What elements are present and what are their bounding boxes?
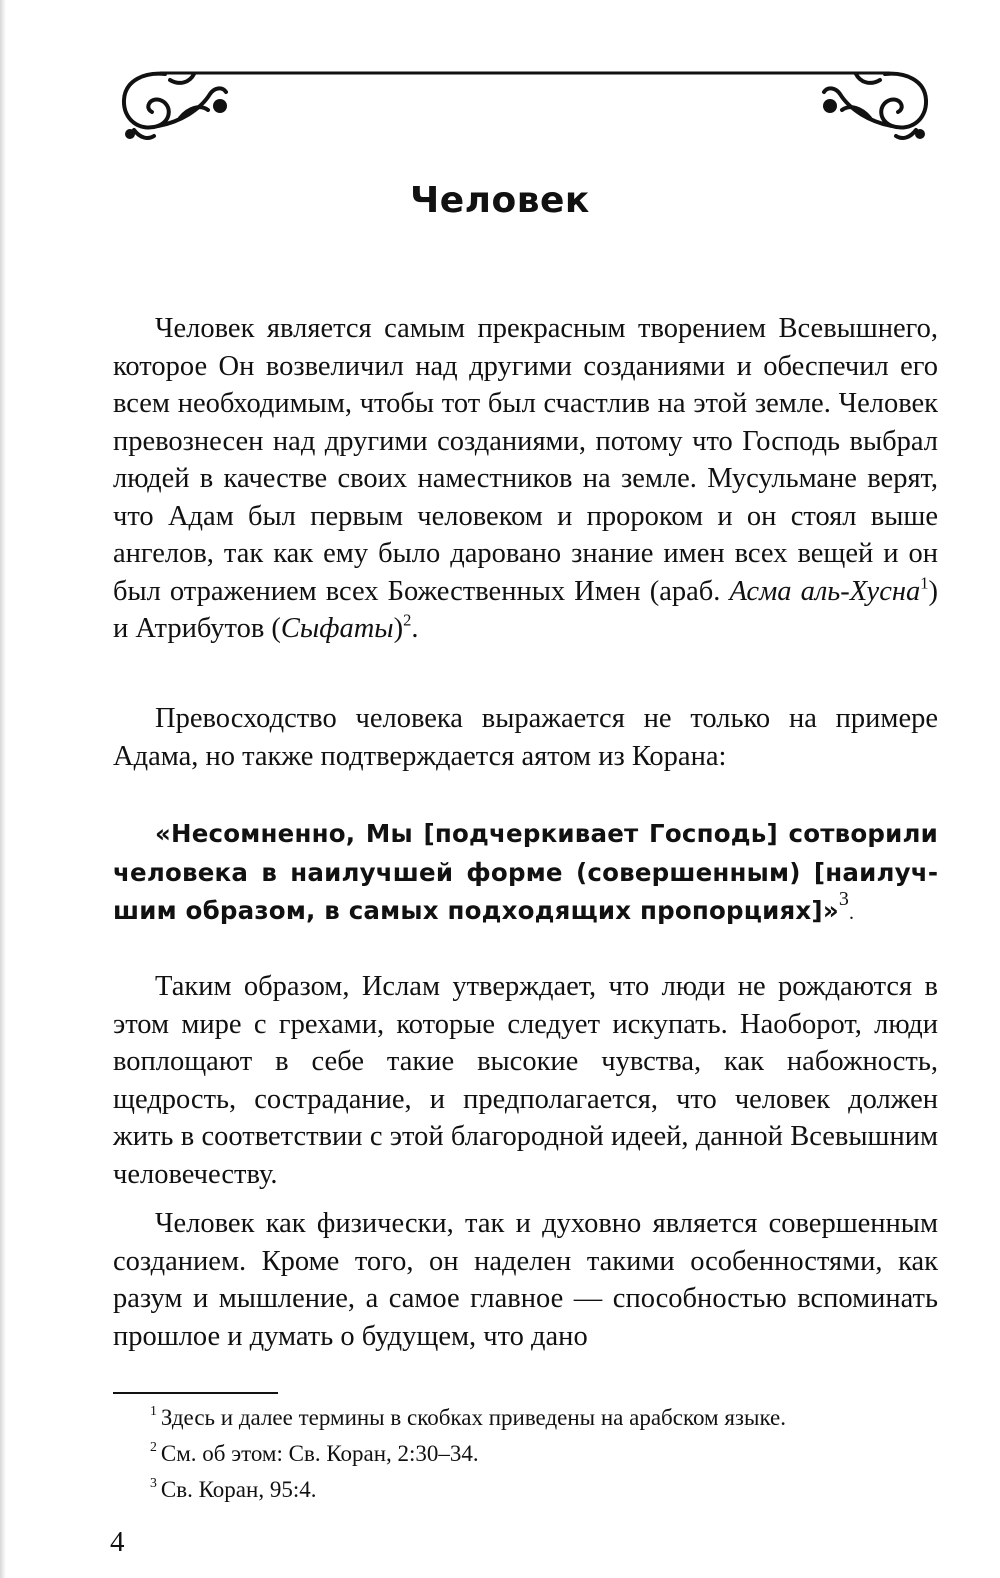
page-number: 4: [110, 1526, 125, 1558]
term-syfaty: Сыфаты: [280, 613, 394, 644]
floral-scroll-header-ornament-icon: [110, 60, 940, 150]
footnote-number: 1: [150, 1403, 157, 1419]
paragraph-2: [113, 700, 938, 775]
footnote-divider: [113, 1392, 278, 1394]
footnote-text: Св. Коран, 95:4.: [160, 1477, 317, 1502]
paragraph-1-text-c: ): [393, 613, 404, 644]
term-asma-al-husna: Асма аль-Хусна: [729, 575, 921, 607]
paragraph-1: [113, 310, 938, 648]
footnote-3: [150, 1472, 940, 1508]
paragraph-1-text-b: ) и Атрибутов (: [113, 575, 939, 644]
paragraph-1-text-a: Человек является самым прекрасным творением Всевышнего, которое Он возвеличил над другими созданиями и обеспечил его всем необходимым, чтобы тот был счастлив на этой земле. Человек превознесен над другими созданиями, потому что Господь выбрал людей в качестве своих наместников на земле. Мусульмане верят, что Адам был первым человеком и пророком и он стоял выше ангелов, так как ему было даровано знание имен всех вещей и он был отражением всех Божественных Имен (араб.: [113, 313, 938, 607]
quran-quote: [113, 815, 938, 933]
footnote-ref-1: 1: [920, 572, 929, 592]
footnote-1: [150, 1400, 940, 1436]
footnote-text: Здесь и далее термины в скобках приведены на арабском языке.: [160, 1405, 787, 1430]
quote-text: «Несомненно, Мы [подчеркивает Господь] сотворили человека в наилучшей форме (совершенным) [наилучшим образом, в самых подходящих пропорциях]»: [113, 819, 938, 925]
footnote-ref-2: 2: [403, 610, 412, 630]
page-edge-shadow: [0, 0, 6, 1578]
footnote-text: См. об этом: Св. Коран, 2:30–34.: [160, 1441, 479, 1466]
paragraph-2-text: Превосходство человека выражается не только на примере Адама, но также подтверждается аятом из Корана:: [113, 703, 938, 772]
footnote-number: 2: [150, 1439, 157, 1455]
paragraph-4: [113, 1205, 938, 1355]
chapter-title: Человек: [410, 180, 590, 221]
quote-end: .: [849, 902, 855, 924]
paragraph-1-text-d: .: [411, 613, 419, 644]
paragraph-3: [113, 968, 938, 1193]
footnotes: [150, 1400, 940, 1508]
footnote-ref-3: 3: [838, 888, 850, 910]
footnote-2: [150, 1436, 940, 1472]
paragraph-3-text: Таким образом, Ислам утверждает, что люди не рождаются в этом мире с грехами, которые следует искупать. Наоборот, люди воплощают в себе такие высокие чувства, как набожность, щедрость, сострадание, и предполагается, что человек должен жить в соответствии с этой благородной идеей, данной Всевышним человечеству.: [113, 971, 938, 1190]
paragraph-4-text: Человек как физически, так и духовно является совершенным созданием. Кроме того, он наделен такими особенностями, как разум и мышление, а самое главное — способностью вспоминать прошлое и думать о будущем, что дано: [113, 1208, 938, 1352]
footnote-number: 3: [150, 1475, 157, 1491]
